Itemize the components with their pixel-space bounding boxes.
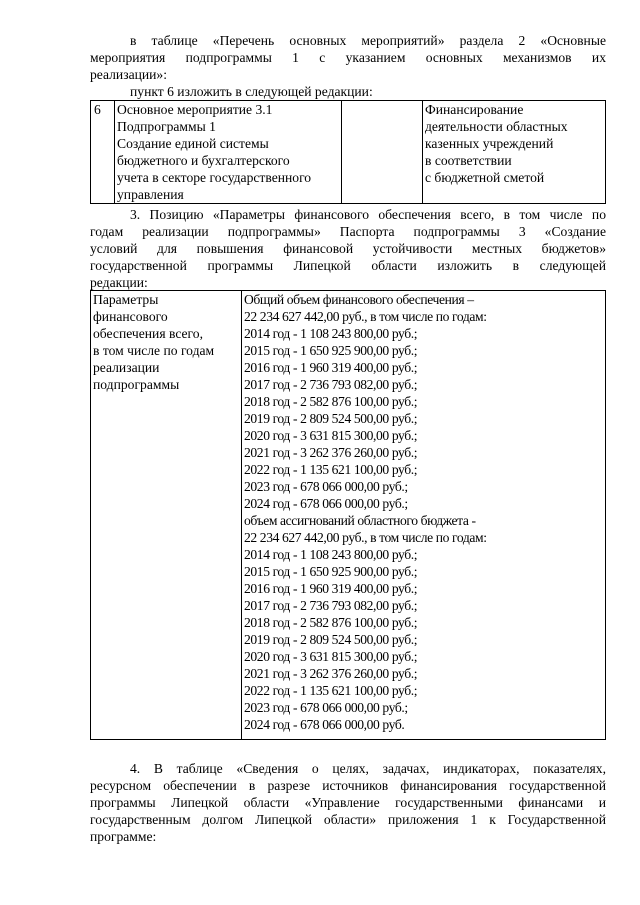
cell-line: 2022 год - 1 135 621 100,00 руб.; bbox=[244, 683, 418, 698]
cell-line: реализации bbox=[93, 360, 160, 375]
section4-line-4: государственным долгом Липецкой области» приложения 1 к Государственной bbox=[90, 812, 606, 827]
table-row bbox=[91, 291, 606, 740]
cell-line: 2021 год - 3 262 376 260,00 руб.; bbox=[244, 445, 418, 460]
section3-line-2: годам реализации подпрограммы» Паспорта подпрограммы 3 «Создание bbox=[90, 224, 606, 239]
cell-line: 2019 год - 2 809 524 500,00 руб.; bbox=[244, 632, 418, 647]
cell-line: финансового bbox=[93, 309, 168, 324]
cell-line: 2018 год - 2 582 876 100,00 руб.; bbox=[244, 394, 418, 409]
cell-line: подпрограммы bbox=[93, 377, 180, 392]
row-number: 6 bbox=[91, 101, 115, 204]
intro-line-1: в таблице «Перечень основных мероприятий» раздела 2 «Основные bbox=[130, 33, 606, 48]
cell-line: деятельности областных bbox=[425, 119, 568, 134]
cell-line: 2023 год - 678 066 000,00 руб.; bbox=[244, 700, 408, 715]
cell-line: Общий объем финансового обеспечения – bbox=[244, 292, 474, 307]
cell-line: 22 234 627 442,00 руб., в том числе по годам: bbox=[244, 530, 487, 545]
cell-line: 2023 год - 678 066 000,00 руб.; bbox=[244, 479, 408, 494]
section4-line-2: ресурсном обеспечении в разрезе источников финансирования государственной bbox=[90, 778, 606, 793]
cell-line: 22 234 627 442,00 руб., в том числе по годам: bbox=[244, 309, 487, 324]
cell-line: 2019 год - 2 809 524 500,00 руб.; bbox=[244, 411, 418, 426]
cell-line: 2015 год - 1 650 925 900,00 руб.; bbox=[244, 343, 418, 358]
section4-line-1: 4. В таблице «Сведения о целях, задачах, индикаторах, показателях, bbox=[130, 761, 606, 776]
parameter-cell bbox=[91, 291, 242, 740]
section3-line-3: условий для повышения финансовой устойчивости местных бюджетов» bbox=[90, 241, 606, 256]
cell-line: в соответствии bbox=[425, 153, 512, 168]
cell-line: управления bbox=[117, 187, 184, 202]
cell-line: Основное мероприятие 3.1 bbox=[117, 102, 273, 117]
financing-values-cell bbox=[242, 291, 606, 740]
cell-line: 2024 год - 678 066 000,00 руб.; bbox=[244, 496, 408, 511]
section4-line-5: программе: bbox=[90, 829, 157, 844]
cell-line: казенных учреждений bbox=[425, 136, 554, 151]
cell-line: обеспечения всего, bbox=[93, 326, 203, 341]
cell-line: Создание единой системы bbox=[117, 136, 269, 151]
intro-subline: пункт 6 изложить в следующей редакции: bbox=[130, 84, 373, 99]
table-row bbox=[91, 101, 606, 204]
measure-name-cell bbox=[115, 101, 342, 204]
cell-line: бюджетного и бухгалтерского bbox=[117, 153, 290, 168]
section3-line-4: государственной программы Липецкой области изложить в следующей bbox=[90, 258, 606, 273]
cell-line: Подпрограммы 1 bbox=[117, 119, 216, 134]
cell-line: Параметры bbox=[93, 292, 159, 307]
measures-table bbox=[90, 100, 606, 204]
cell-line: учета в секторе государственного bbox=[117, 170, 312, 185]
cell-line: 2017 год - 2 736 793 082,00 руб.; bbox=[244, 598, 418, 613]
cell-line: с бюджетной сметой bbox=[425, 170, 545, 185]
cell-line: 2015 год - 1 650 925 900,00 руб.; bbox=[244, 564, 418, 579]
cell-line: 2024 год - 678 066 000,00 руб. bbox=[244, 717, 405, 732]
section4-line-3: программы Липецкой области «Управление государственными финансами и bbox=[90, 795, 606, 810]
empty-cell bbox=[342, 101, 423, 204]
cell-line: 2014 год - 1 108 243 800,00 руб.; bbox=[244, 326, 418, 341]
cell-line: 2018 год - 2 582 876 100,00 руб.; bbox=[244, 615, 418, 630]
cell-line: 2014 год - 1 108 243 800,00 руб.; bbox=[244, 547, 418, 562]
cell-line: Финансирование bbox=[425, 102, 524, 117]
cell-line: 2017 год - 2 736 793 082,00 руб.; bbox=[244, 377, 418, 392]
section3-line-5: редакции: bbox=[90, 275, 148, 290]
cell-line: 2016 год - 1 960 319 400,00 руб.; bbox=[244, 581, 418, 596]
cell-line: 2020 год - 3 631 815 300,00 руб.; bbox=[244, 428, 418, 443]
intro-line-2: мероприятия подпрограммы 1 с указанием основных механизмов их bbox=[90, 50, 606, 65]
cell-line: объем ассигнований областного бюджета - bbox=[244, 513, 476, 528]
cell-line: 2020 год - 3 631 815 300,00 руб.; bbox=[244, 649, 418, 664]
cell-line: 2021 год - 3 262 376 260,00 руб.; bbox=[244, 666, 418, 681]
cell-line: в том числе по годам bbox=[93, 343, 215, 358]
cell-line: 2016 год - 1 960 319 400,00 руб.; bbox=[244, 360, 418, 375]
cell-line: 2022 год - 1 135 621 100,00 руб.; bbox=[244, 462, 418, 477]
section3-line-1: 3. Позицию «Параметры финансового обеспечения всего, в том числе по bbox=[130, 207, 606, 222]
financing-table bbox=[90, 290, 606, 740]
intro-line-3: реализации»: bbox=[90, 67, 168, 82]
mechanism-cell bbox=[423, 101, 606, 204]
